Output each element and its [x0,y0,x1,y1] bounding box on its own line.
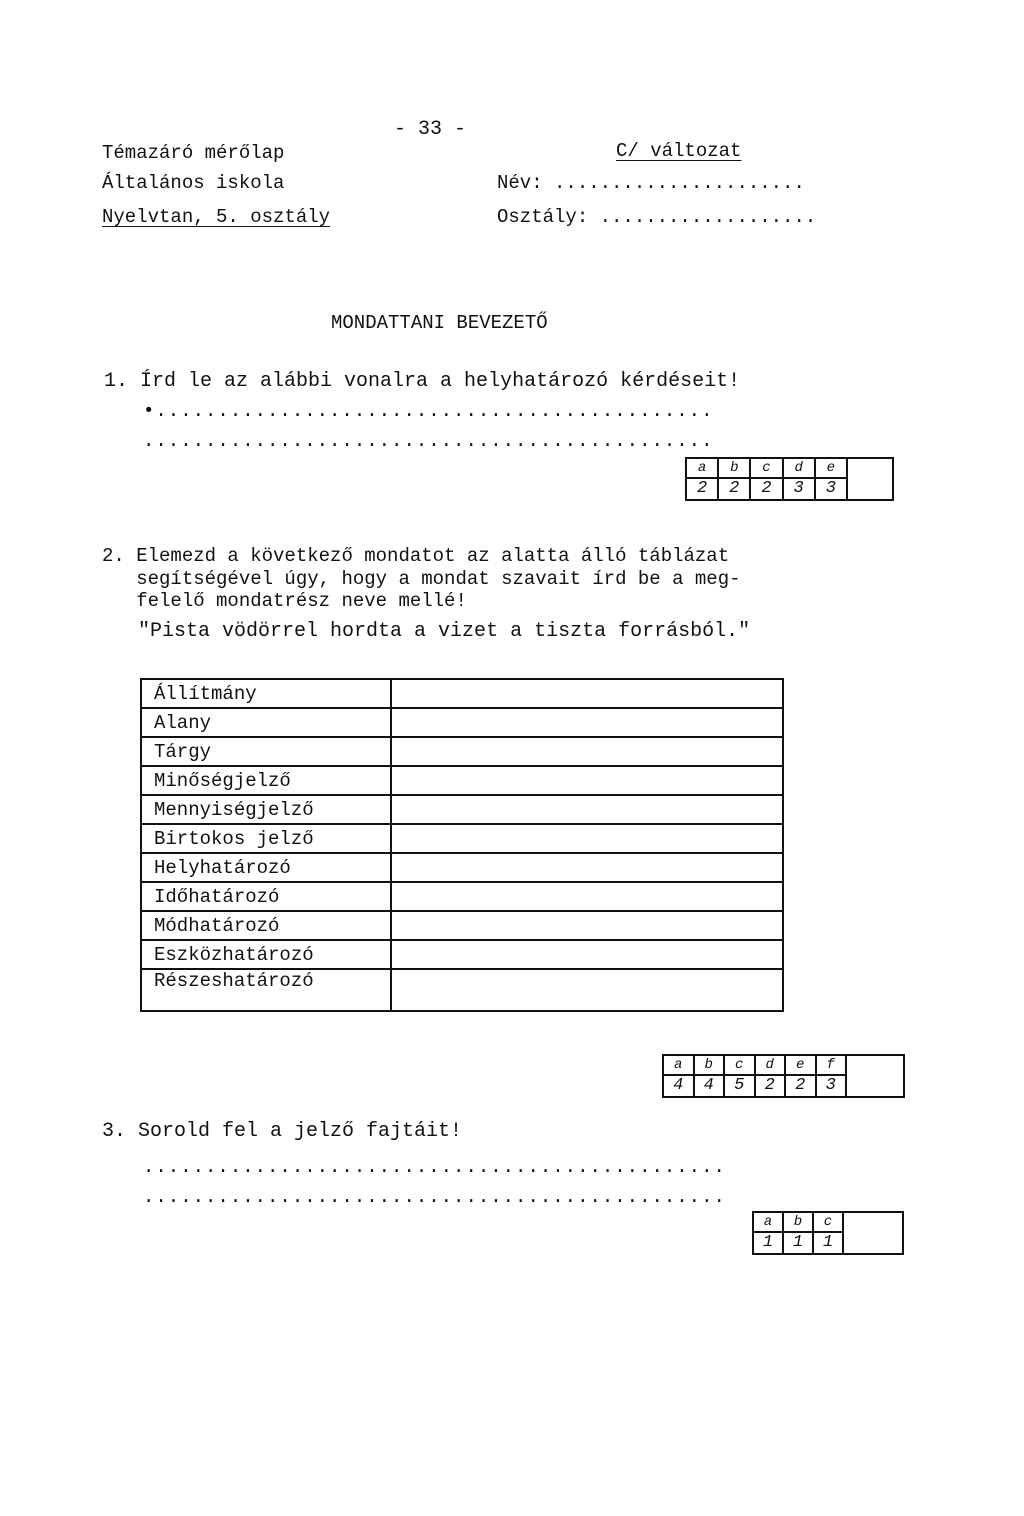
score-letter: a [753,1212,783,1232]
answer-cell[interactable] [391,795,783,824]
answer-cell[interactable] [391,766,783,795]
answer-cell[interactable] [391,940,783,969]
answer-cell[interactable] [391,824,783,853]
table-row [141,882,783,911]
question-2-line-1: 2. Elemezd a következő mondatot az alatta álló táblázat [102,545,730,567]
row-label: Tárgy [141,737,391,766]
score-letter: c [750,458,782,478]
header-line-2: Általános iskola [102,172,285,194]
answer-line-1[interactable]: •............................................. [143,400,714,422]
table-row [141,708,783,737]
score-letter: a [686,458,718,478]
variant-label: C/ változat [616,140,742,162]
answer-cell[interactable] [391,969,783,1011]
score-letter: d [783,458,815,478]
answer-cell[interactable] [391,708,783,737]
answer-line-2[interactable]: .............................................. [143,430,714,452]
table-row [141,766,783,795]
score-point: 2 [686,478,718,500]
score-letter: b [718,458,750,478]
score-point: 1 [813,1232,843,1254]
row-label: Helyhatározó [141,853,391,882]
question-2-line-3: felelő mondatrész neve mellé! [102,590,467,612]
row-label: Időhatározó [141,882,391,911]
score-letter: d [755,1055,786,1075]
score-letter: b [694,1055,725,1075]
table-row [141,679,783,708]
score-point: 2 [755,1075,786,1097]
question-3-text: 3. Sorold fel a jelző fajtáit! [102,1120,463,1143]
row-label: Eszközhatározó [141,940,391,969]
table-row [141,853,783,882]
example-sentence: "Pista vödörrel hordta a vizet a tiszta forrásból." [102,620,751,643]
answer-line-3[interactable]: ............................................... [143,1156,726,1178]
name-field[interactable]: Név: ...................... [497,172,805,194]
answer-line-4[interactable]: ............................................... [143,1186,726,1208]
score-point: 3 [816,1075,847,1097]
table-row [141,940,783,969]
score-point: 1 [753,1232,783,1254]
row-label: Birtokos jelző [141,824,391,853]
answer-cell[interactable] [391,679,783,708]
score-letter: a [663,1055,694,1075]
score-point: 3 [815,478,847,500]
row-label: Minőségjelző [141,766,391,795]
score-letter: c [724,1055,755,1075]
score-point: 2 [785,1075,816,1097]
analysis-table [140,678,784,1012]
row-label: Módhatározó [141,911,391,940]
score-letter: e [815,458,847,478]
header-line-1: Témazáró mérőlap [102,142,285,164]
score-point: 3 [783,478,815,500]
score-letter: e [785,1055,816,1075]
score-point: 2 [718,478,750,500]
header-line-3: Nyelvtan, 5. osztály [102,206,331,228]
page-title: MONDATTANI BEVEZETŐ [331,312,548,334]
question-1-text: 1. Írd le az alábbi vonalra a helyhatározó kérdéseit! [104,370,741,393]
question-2-line-2: segítségével úgy, hogy a mondat szavait írd be a meg- [102,568,741,590]
row-label: Részeshatározó [141,969,391,1011]
score-letter: b [783,1212,813,1232]
score-box-q3 [752,1211,904,1255]
table-row [141,737,783,766]
score-point: 4 [663,1075,694,1097]
row-label: Mennyiségjelző [141,795,391,824]
score-letter: f [816,1055,847,1075]
score-box-q2 [662,1054,905,1098]
score-total-cell[interactable] [846,1055,904,1097]
answer-cell[interactable] [391,853,783,882]
table-row [141,911,783,940]
class-field[interactable]: Osztály: ................... [497,206,817,228]
row-label: Alany [141,708,391,737]
answer-cell[interactable] [391,737,783,766]
page-number: - 33 - [394,118,467,141]
score-point: 4 [694,1075,725,1097]
score-point: 1 [783,1232,813,1254]
table-row [141,969,783,1011]
score-box-q1 [685,457,894,501]
answer-cell[interactable] [391,911,783,940]
answer-cell[interactable] [391,882,783,911]
row-label: Állítmány [141,679,391,708]
score-letter: c [813,1212,843,1232]
score-total-cell[interactable] [843,1212,903,1254]
score-point: 2 [750,478,782,500]
table-row [141,824,783,853]
table-row [141,795,783,824]
score-total-cell[interactable] [847,458,893,500]
score-point: 5 [724,1075,755,1097]
